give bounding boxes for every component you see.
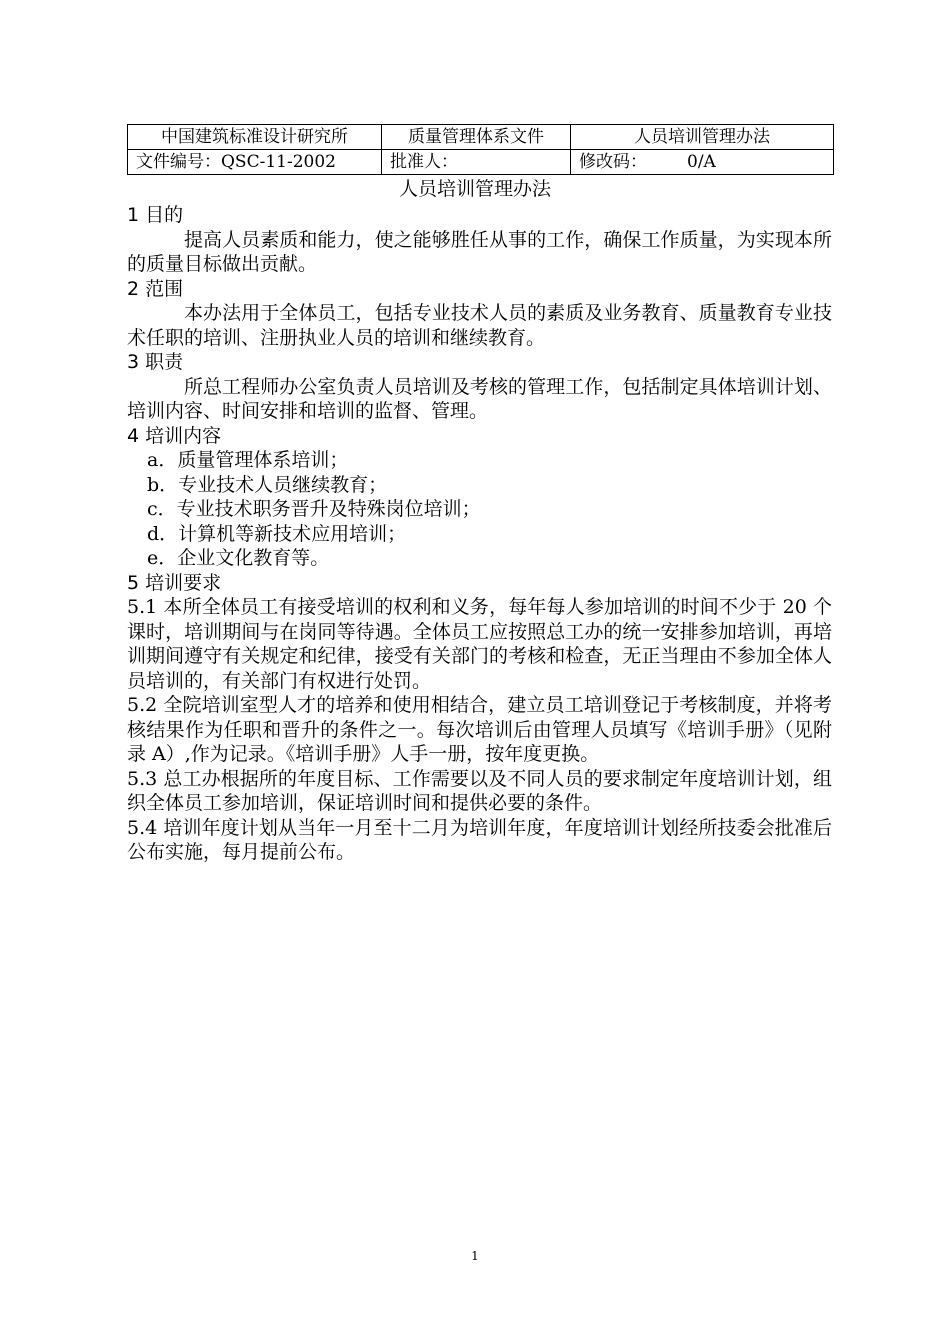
list-item: e．企业文化教育等。 xyxy=(147,547,330,569)
doc-title-cell: 人员培训管理办法 xyxy=(571,125,834,150)
list-item: d．计算机等新技术应用培训； xyxy=(147,522,407,545)
clause-5-4: 5.4 培训年度计划从当年一月至十二月为培训年度，年度培训计划经所技委会批准后公布实施，每月提前公布。 xyxy=(127,816,832,863)
section-3-heading: 3 职责 xyxy=(127,351,184,373)
doc-number-cell: 文件编号：QSC-11-2002 xyxy=(128,150,382,175)
section-4-heading: 4 培训内容 xyxy=(127,424,222,447)
list-item: a．质量管理体系培训； xyxy=(147,449,349,471)
approver-cell: 批准人： xyxy=(382,150,571,175)
org-name-cell: 中国建筑标准设计研究所 xyxy=(128,125,382,150)
section-1-text: 提高人员素质和能力，使之能够胜任从事的工作，确保工作质量，为实现本所的质量目标做出贡献。 xyxy=(127,228,832,275)
clause-5-1: 5.1 本所全体员工有接受培训的权利和义务，每年每人参加培训的时间不少于 20 个课时，培训期间与在岗同等待遇。全体员工应按照总工办的统一安排参加培训，再培训期间遵守有关规定和纪律，接受有关部门的考核和检查，无正当理由不参加全体人员培训的，有关部门有权进行处罚。 xyxy=(127,596,832,692)
section-1-heading: 1 目的 xyxy=(127,204,184,226)
revision-cell xyxy=(571,150,834,175)
doc-type-cell: 质量管理体系文件 xyxy=(382,125,571,150)
header-row-1 xyxy=(128,125,834,150)
section-5-heading: 5 培训要求 xyxy=(127,571,222,594)
document-title: 人员培训管理办法 xyxy=(398,178,551,200)
header-row-2 xyxy=(128,150,834,175)
clause-5-3: 5.3 总工办根据所的年度目标、工作需要以及不同人员的要求制定年度培训计划，组织全体员工参加培训，保证培训时间和提供必要的条件。 xyxy=(127,767,832,814)
list-item: c．专业技术职务晋升及特殊岗位培训； xyxy=(147,498,481,520)
list-item: b．专业技术人员继续教育； xyxy=(147,473,388,496)
clause-5-2: 5.2 全院培训室型人才的培养和使用相结合，建立员工培训登记于考核制度，并将考核结果作为任职和晋升的条件之一。每次培训后由管理人员填写《培训手册》（见附录 A）,作为记录。《培训手册》人手一册，按年度更换。 xyxy=(127,694,832,765)
section-3-text: 所总工程师办公室负责人员培训及考核的管理工作，包括制定具体培训计划、培训内容、时间安排和培训的监督、管理。 xyxy=(127,375,832,422)
section-2-text: 本办法用于全体员工，包括专业技术人员的素质及业务教育、质量教育专业技术任职的培训、注册执业人员的培训和继续教育。 xyxy=(127,302,832,349)
revision-value: 0/A xyxy=(687,152,716,172)
revision-label: 修改码： xyxy=(579,152,647,172)
page-number: 1 xyxy=(471,1249,479,1263)
document-header-table xyxy=(127,124,834,175)
document-body xyxy=(127,203,832,865)
section-2-heading: 2 范围 xyxy=(127,277,184,300)
